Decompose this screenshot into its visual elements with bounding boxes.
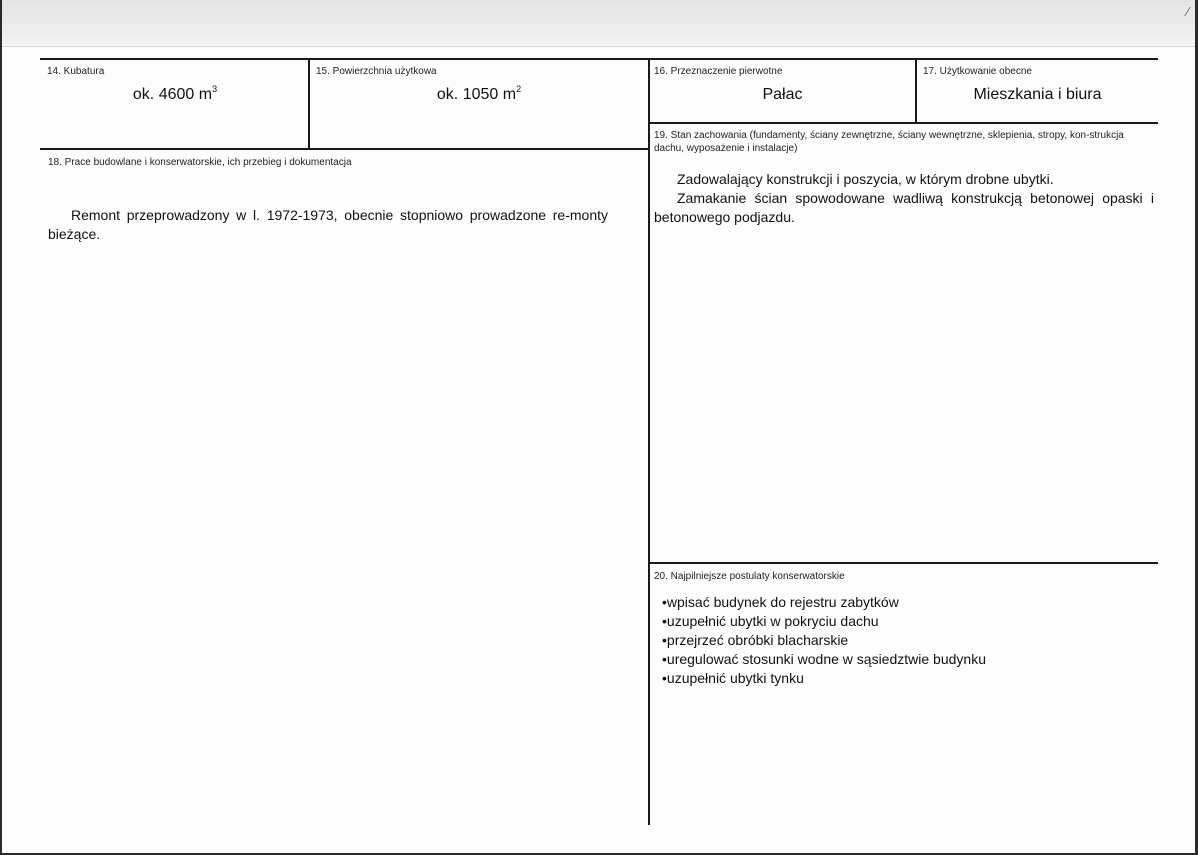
field-19-paragraph: Zadowalający konstrukcji i poszycia, w którym drobne ubytki.	[677, 171, 1054, 187]
field-18-text: Remont przeprowadzony w l. 1972-1973, obecnie stopniowo prowadzone re-monty bieżące.	[48, 207, 608, 242]
field-17-value: Mieszkania i biura	[973, 86, 1102, 103]
field-17-label: 17. Użytkowanie obecne	[923, 66, 1032, 77]
field-19-text	[654, 170, 1154, 227]
field-14-label: 14. Kubatura	[47, 66, 105, 77]
rule-above-19	[648, 122, 1158, 124]
top-rule	[40, 58, 1158, 60]
field-15-label: 15. Powierzchnia użytkowa	[316, 66, 437, 77]
list-item: •uregulować stosunki wodne w sąsiedztwie budynku	[662, 651, 986, 667]
field-15-value: ok. 1050 $m^2$	[436, 84, 522, 103]
rule-above-20	[648, 562, 1158, 564]
form-sheet	[2, 0, 1195, 853]
field-18-label: 18. Prace budowlane i konserwatorskie, ich przebieg i dokumentacja	[48, 157, 352, 168]
list-item: •wpisać budynek do rejestru zabytków	[662, 594, 899, 610]
field-20-list	[662, 593, 986, 688]
scan-top-band	[2, 0, 1195, 47]
field-16-label: 16. Przeznaczenie pierwotne	[654, 66, 783, 77]
field-19-label: 19. Stan zachowania (fundamenty, ściany zewnętrzne, ściany wewnętrzne, sklepienia, stropy, kon-strukcja dachu, wyposażenie i instalacje)	[654, 130, 1124, 154]
field-16-value: Pałac	[762, 86, 803, 103]
list-item: •przejrzeć obróbki blacharskie	[662, 632, 849, 648]
field-20-label: 20. Najpilniejsze postulaty konserwatorskie	[654, 571, 845, 582]
field-19-paragraph: Zamakanie ścian spowodowane wadliwą konstrukcją betonowej opaski i betonowego podjazdu.	[654, 190, 1154, 225]
corner-mark: ⁄	[1186, 4, 1189, 19]
list-item: •uzupełnić ubytki tynku	[662, 670, 804, 686]
list-item: •uzupełnić ubytki w pokryciu dachu	[662, 613, 879, 629]
rule-above-18	[40, 148, 650, 150]
field-14-value: ok. 4600 $m^3$	[132, 84, 218, 103]
center-divider	[648, 58, 650, 825]
